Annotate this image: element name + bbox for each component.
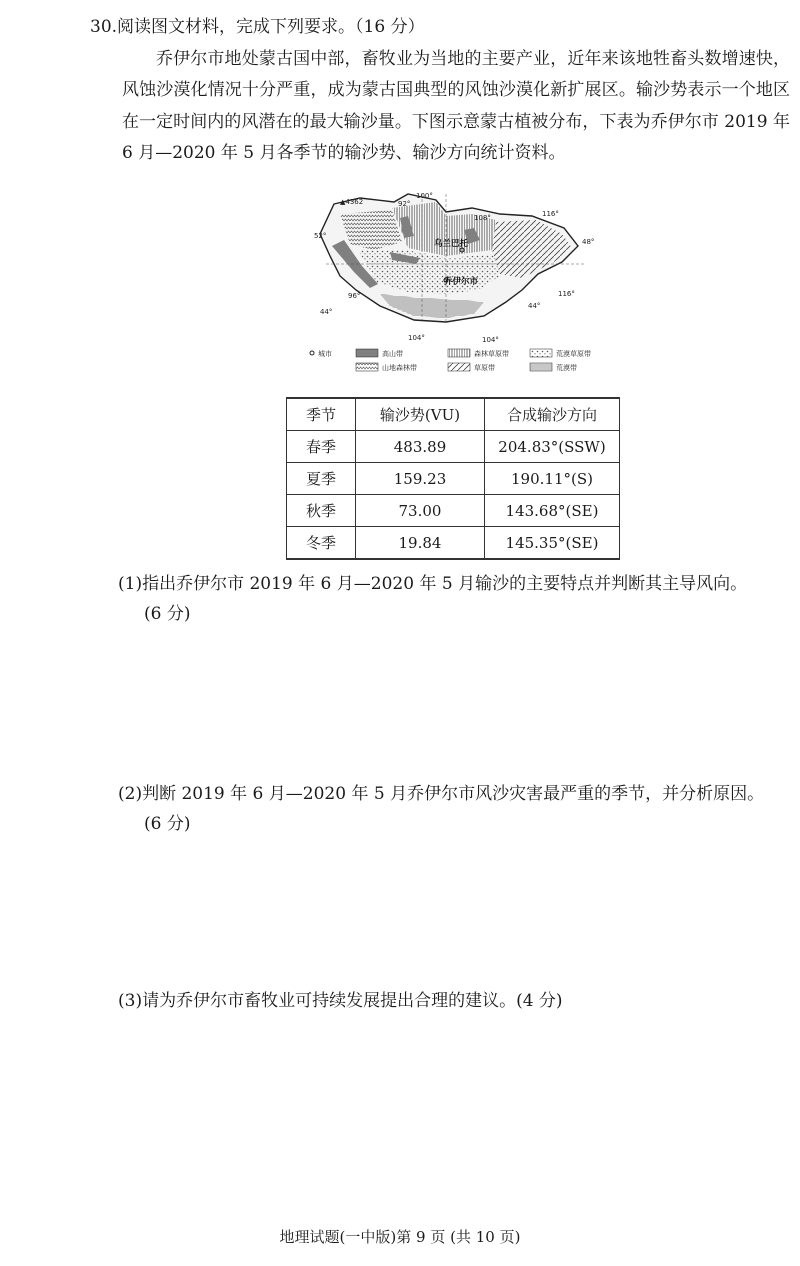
legend-label: 荒漠草原带 (556, 350, 591, 358)
table-header: 季节 (287, 398, 356, 431)
legend-label: 草原带 (474, 364, 495, 372)
table-header-row (287, 398, 620, 431)
legend-swatch (448, 349, 470, 357)
subquestion-2 (118, 779, 798, 839)
table-cell: 204.83°(SSW) (485, 431, 620, 463)
table-header: 合成输沙方向 (485, 398, 620, 431)
lon-label: 96° (348, 292, 361, 300)
table-cell: 483.89 (356, 431, 485, 463)
table-row (287, 463, 620, 495)
capital-label: 乌兰巴托 (434, 239, 469, 249)
map-legend (310, 349, 591, 372)
lat-label: 52° (314, 232, 327, 240)
peak-label: ▲4362 (340, 198, 364, 206)
lon-label: 100° (416, 192, 433, 200)
subquestion-text: (1)指出乔伊尔市 2019 年 6 月—2020 年 5 月输沙的主要特点并判断其主导风向。 (118, 574, 748, 594)
mongolia-vegetation-map (296, 190, 614, 374)
legend-swatch (530, 363, 552, 371)
lon-label: 116° (542, 210, 559, 218)
legend-label: 山地森林带 (382, 364, 417, 372)
legend-city-icon (310, 351, 314, 355)
subquestion-points: (6 分) (144, 604, 191, 624)
table-cell: 夏季 (287, 463, 356, 495)
table-cell: 159.23 (356, 463, 485, 495)
table-cell: 190.11°(S) (485, 463, 620, 495)
table-row (287, 431, 620, 463)
lat-label: 44° (320, 308, 333, 316)
table-row (287, 527, 620, 560)
page-footer: 地理试题(一中版)第 9 页 (共 10 页) (279, 1228, 521, 1246)
table-row (287, 495, 620, 527)
table-header: 输沙势(VU) (356, 398, 485, 431)
legend-label: 荒漠带 (556, 364, 577, 372)
subquestion-points: (6 分) (144, 814, 191, 834)
sand-transport-table (286, 397, 620, 560)
legend-label: 城市 (318, 350, 332, 358)
subquestion-text: (2)判断 2019 年 6 月—2020 年 5 月乔伊尔市风沙灾害最严重的季节，并分析原因。 (118, 784, 765, 804)
lat-label: 44° (528, 302, 541, 310)
legend-swatch (448, 363, 470, 371)
subquestion-text: (3)请为乔伊尔市畜牧业可持续发展提出合理的建议。(4 分) (118, 991, 563, 1011)
lon-label: 104° (408, 334, 425, 342)
subquestion-3 (118, 986, 798, 1016)
table-cell: 143.68°(SE) (485, 495, 620, 527)
question-title: 30.阅读图文材料，完成下列要求。（16 分） (90, 17, 425, 37)
legend-label: 森林草原带 (474, 350, 509, 358)
lon-label: 108° (474, 214, 491, 222)
table-cell: 145.35°(SE) (485, 527, 620, 560)
lon-label: 116° (558, 290, 575, 298)
legend-swatch (356, 363, 378, 371)
legend-swatch (530, 349, 552, 357)
material-paragraph: 乔伊尔市地处蒙古国中部，畜牧业为当地的主要产业，近年来该地牲畜头数增速快，风蚀沙漠化情况十分严重，成为蒙古国典型的风蚀沙漠化新扩展区。输沙势表示一个地区在一定时间内的风潜在的最大输沙量。下图示意蒙古植被分布，下表为乔伊尔市 2019 年 6 月—2020 年 5 月各季节的输沙势、输沙方向统计资料。 (122, 49, 790, 163)
legend-label: 高山带 (382, 350, 403, 358)
lat-label: 48° (582, 238, 595, 246)
lon-label: 92° (398, 200, 411, 208)
table-cell: 19.84 (356, 527, 485, 560)
table-cell: 冬季 (287, 527, 356, 560)
subquestion-1 (118, 569, 798, 629)
legend-swatch (356, 349, 378, 357)
question-material (122, 44, 790, 169)
city-label: 乔伊尔市 (444, 277, 479, 287)
table-cell: 73.00 (356, 495, 485, 527)
table-cell: 春季 (287, 431, 356, 463)
lon-label: 104° (482, 336, 499, 344)
table-cell: 秋季 (287, 495, 356, 527)
